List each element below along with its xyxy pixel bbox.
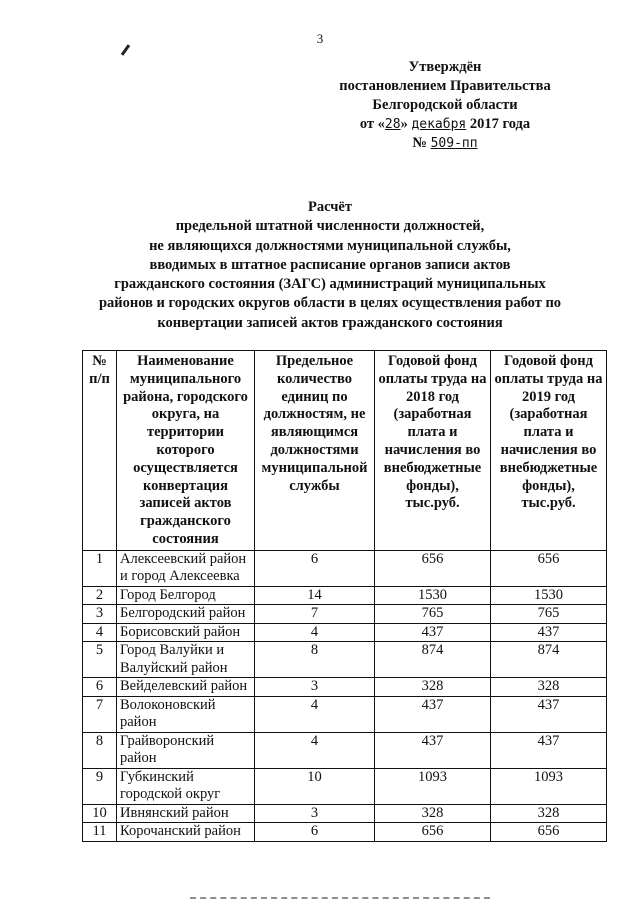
row-number: 5 bbox=[83, 642, 117, 678]
row-fund-2019: 328 bbox=[491, 678, 607, 697]
row-fund-2019: 1093 bbox=[491, 768, 607, 804]
row-number: 9 bbox=[83, 768, 117, 804]
row-units: 4 bbox=[255, 732, 375, 768]
approval-line-1: Утверждён bbox=[408, 59, 482, 75]
row-district: Вейделевский район bbox=[117, 678, 255, 697]
approval-stamp bbox=[330, 58, 560, 153]
table-header-row bbox=[83, 351, 607, 551]
document-title bbox=[70, 198, 590, 333]
approval-number bbox=[330, 134, 560, 153]
scan-edge-artifact bbox=[190, 897, 490, 901]
title-line-5: районов и городских округов области в целях осуществления работ по bbox=[98, 295, 562, 312]
header-fund-2018: Годовой фонд оплаты труда на 2018 год (заработная плата и начисления во внебюджетные фонды), тыс.руб. bbox=[375, 351, 491, 551]
row-fund-2019: 874 bbox=[491, 642, 607, 678]
row-units: 4 bbox=[255, 696, 375, 732]
row-district: Корочанский район bbox=[117, 823, 255, 842]
row-fund-2018: 437 bbox=[375, 732, 491, 768]
table-row bbox=[83, 696, 607, 732]
row-district: Ивнянский район bbox=[117, 804, 255, 823]
row-units: 6 bbox=[255, 823, 375, 842]
table-row bbox=[83, 768, 607, 804]
header-units: Предельное количество единиц по должностям, не являющимся должностями муниципальной службы bbox=[255, 351, 375, 551]
row-fund-2019: 437 bbox=[491, 696, 607, 732]
row-number: 11 bbox=[83, 823, 117, 842]
row-district: Борисовский район bbox=[117, 623, 255, 642]
approval-number-value: 509-пп bbox=[430, 136, 478, 151]
row-units: 6 bbox=[255, 550, 375, 586]
row-units: 8 bbox=[255, 642, 375, 678]
row-district: Алексеевский район и город Алексеевка bbox=[117, 550, 255, 586]
row-units: 10 bbox=[255, 768, 375, 804]
table-row bbox=[83, 642, 607, 678]
title-line-2: не являющихся должностями муниципальной службы, bbox=[149, 237, 511, 254]
row-fund-2019: 656 bbox=[491, 550, 607, 586]
page-number: 3 bbox=[316, 31, 324, 46]
table-row bbox=[83, 732, 607, 768]
row-fund-2019: 656 bbox=[491, 823, 607, 842]
row-fund-2019: 437 bbox=[491, 623, 607, 642]
row-number: 1 bbox=[83, 550, 117, 586]
approval-date-day: 28 bbox=[384, 117, 401, 132]
row-number: 8 bbox=[83, 732, 117, 768]
row-district: Волоконовский район bbox=[117, 696, 255, 732]
row-number: 7 bbox=[83, 696, 117, 732]
staffing-table bbox=[82, 350, 607, 842]
row-units: 7 bbox=[255, 605, 375, 624]
table-row bbox=[83, 804, 607, 823]
title-line-3: вводимых в штатное расписание органов записи актов bbox=[149, 256, 511, 273]
table-row bbox=[83, 605, 607, 624]
row-fund-2019: 437 bbox=[491, 732, 607, 768]
row-fund-2018: 1530 bbox=[375, 586, 491, 605]
row-fund-2019: 1530 bbox=[491, 586, 607, 605]
table-row bbox=[83, 550, 607, 586]
row-units: 3 bbox=[255, 804, 375, 823]
title-line-4: гражданского состояния (ЗАГС) администраций муниципальных bbox=[114, 276, 546, 293]
row-district: Город Белгород bbox=[117, 586, 255, 605]
header-fund-2019: Годовой фонд оплаты труда на 2019 год (заработная плата и начисления во внебюджетные фонды), тыс.руб. bbox=[491, 351, 607, 551]
table-row bbox=[83, 586, 607, 605]
row-fund-2018: 765 bbox=[375, 605, 491, 624]
row-fund-2019: 328 bbox=[491, 804, 607, 823]
approval-line-3: Белгородской области bbox=[372, 97, 518, 113]
row-number: 2 bbox=[83, 586, 117, 605]
row-district: Белгородский район bbox=[117, 605, 255, 624]
approval-date bbox=[330, 115, 560, 134]
row-fund-2018: 437 bbox=[375, 623, 491, 642]
row-fund-2018: 874 bbox=[375, 642, 491, 678]
table-row bbox=[83, 623, 607, 642]
row-district: Город Валуйки и Валуйский район bbox=[117, 642, 255, 678]
approval-number-prefix: № bbox=[412, 135, 427, 151]
row-fund-2018: 328 bbox=[375, 678, 491, 697]
row-units: 4 bbox=[255, 623, 375, 642]
row-number: 10 bbox=[83, 804, 117, 823]
row-number: 3 bbox=[83, 605, 117, 624]
row-fund-2018: 1093 bbox=[375, 768, 491, 804]
row-district: Грайворонский район bbox=[117, 732, 255, 768]
approval-date-prefix: от « bbox=[359, 116, 385, 132]
row-fund-2018: 656 bbox=[375, 550, 491, 586]
row-district: Губкинский городской округ bbox=[117, 768, 255, 804]
header-number: № п/п bbox=[83, 351, 117, 551]
approval-date-month: декабря bbox=[411, 117, 467, 132]
row-fund-2018: 656 bbox=[375, 823, 491, 842]
title-line-6: конвертации записей актов гражданского состояния bbox=[157, 314, 503, 331]
table-row bbox=[83, 823, 607, 842]
approval-line-2: постановлением Правительства bbox=[339, 78, 551, 94]
approval-date-mid: » bbox=[400, 116, 408, 132]
title-line-1: предельной штатной численности должностей, bbox=[175, 218, 485, 235]
title-heading: Расчёт bbox=[308, 199, 352, 215]
header-district: Наименование муниципального района, городского округа, на территории которого осуществляется конвертация записей актов гражданского состояния bbox=[117, 351, 255, 551]
approval-date-year: 2017 года bbox=[469, 116, 531, 132]
row-number: 4 bbox=[83, 623, 117, 642]
row-units: 3 bbox=[255, 678, 375, 697]
row-fund-2018: 328 bbox=[375, 804, 491, 823]
row-number: 6 bbox=[83, 678, 117, 697]
row-fund-2018: 437 bbox=[375, 696, 491, 732]
row-fund-2019: 765 bbox=[491, 605, 607, 624]
table-row bbox=[83, 678, 607, 697]
row-units: 14 bbox=[255, 586, 375, 605]
